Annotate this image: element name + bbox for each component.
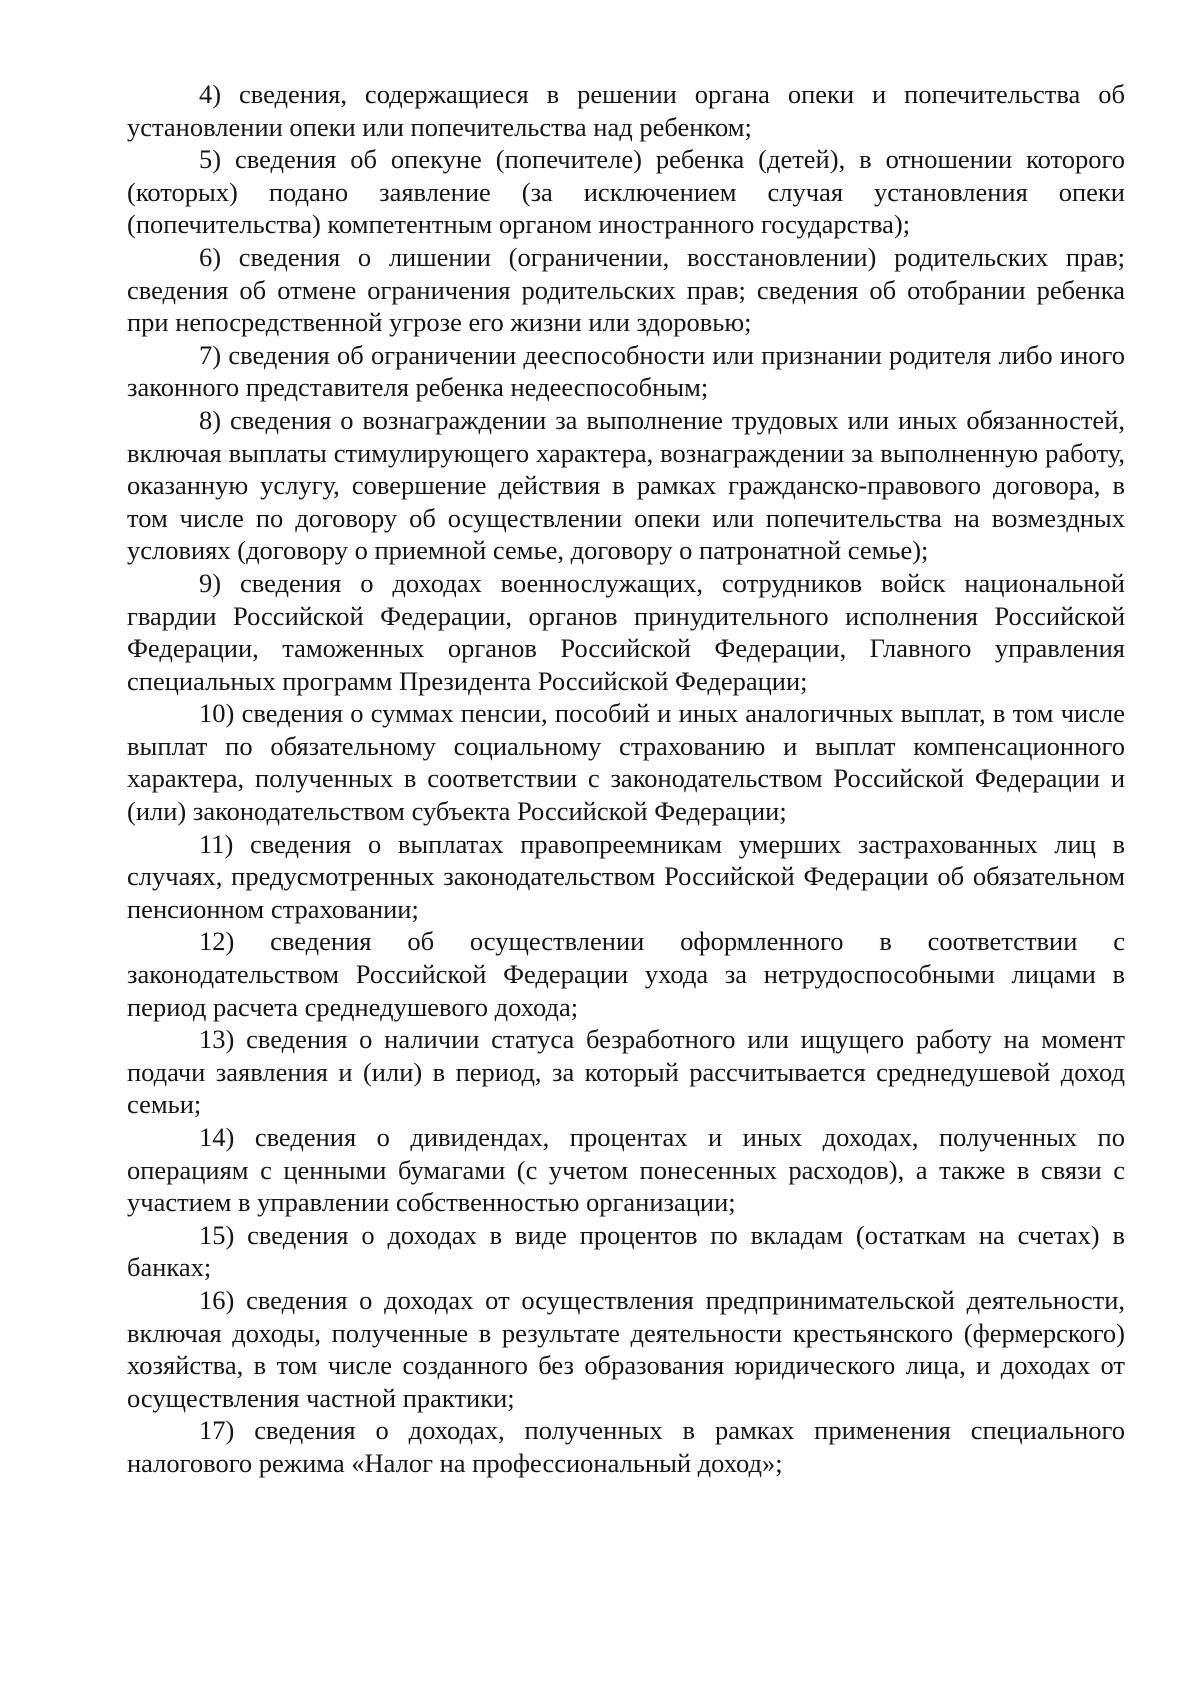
list-item-7: 7) сведения об ограничении дееспособности или признании родителя либо иного законного представителя ребенка недееспособным; [127,339,1125,403]
list-item-15: 15) сведения о доходах в виде процентов по вкладам (остаткам на счетах) в банках; [127,1219,1125,1283]
list-item-16: 16) сведения о доходах от осуществления предпринимательской деятельности, включая доходы, полученные в результате деятельности крестьянского (фермерского) хозяйства, в том числе созданного без образования юридического лица, и доходах от осуществления частной практики; [127,1284,1125,1413]
list-item-11: 11) сведения о выплатах правопреемникам умерших застрахованных лиц в случаях, предусмотренных законодательством Российской Федерации об обязательном пенсионном страховании; [127,828,1125,924]
document-body [127,78,1125,1480]
list-item-14: 14) сведения о дивидендах, процентах и иных доходах, полученных по операциям с ценными бумагами (с учетом понесенных расходов), а также в связи с участием в управлении собственностью организации; [127,1122,1125,1218]
list-item-6: 6) сведения о лишении (ограничении, восстановлении) родительских прав; сведения об отмене ограничения родительских прав; сведения об отобрании ребенка при непосредственной угрозе его жизни или здоровью; [127,241,1125,338]
list-item-10: 10) сведения о суммах пенсии, пособий и иных аналогичных выплат, в том числе выплат по обязательному социальному страхованию и выплат компенсационного характера, полученных в соответствии с законодательством Российской Федерации и (или) законодательством субъекта Российской Федерации; [127,698,1125,827]
list-item-13: 13) сведения о наличии статуса безработного или ищущего работу на момент подачи заявления и (или) в период, за который рассчитывается среднедушевой доход семьи; [127,1024,1125,1120]
list-item-9: 9) сведения о доходах военнослужащих, сотрудников войск национальной гвардии Российской Федерации, органов принудительного исполнения Российской Федерации, таможенных органов Российской Федерации, Главного управления специальных программ Президента Российской Федерации; [127,567,1125,696]
list-item-17: 17) сведения о доходах, полученных в рамках применения специального налогового режима «Налог на профессиональный доход»; [127,1415,1125,1478]
list-item-4: 4) сведения, содержащиеся в решении органа опеки и попечительства об установлении опеки или попечительства над ребенком; [127,79,1125,142]
list-item-8: 8) сведения о вознаграждении за выполнение трудовых или иных обязанностей, включая выплаты стимулирующего характера, вознаграждении за выполненную работу, оказанную услугу, совершение действия в рамках гражданско-правового договора, в том числе по договору об осуществлении опеки или попечительства на возмездных условиях (договору о приемной семье, договору о патронатной семье); [127,404,1125,566]
list-item-12: 12) сведения об осуществлении оформленного в соответствии с законодательством Российской Федерации ухода за нетрудоспособными лицами в период расчета среднедушевого дохода; [127,926,1125,1022]
list-item-5: 5) сведения об опекуне (попечителе) ребенка (детей), в отношении которого (которых) подано заявление (за исключением случая установления опеки (попечительства) компетентным органом иностранного государства); [127,144,1125,240]
